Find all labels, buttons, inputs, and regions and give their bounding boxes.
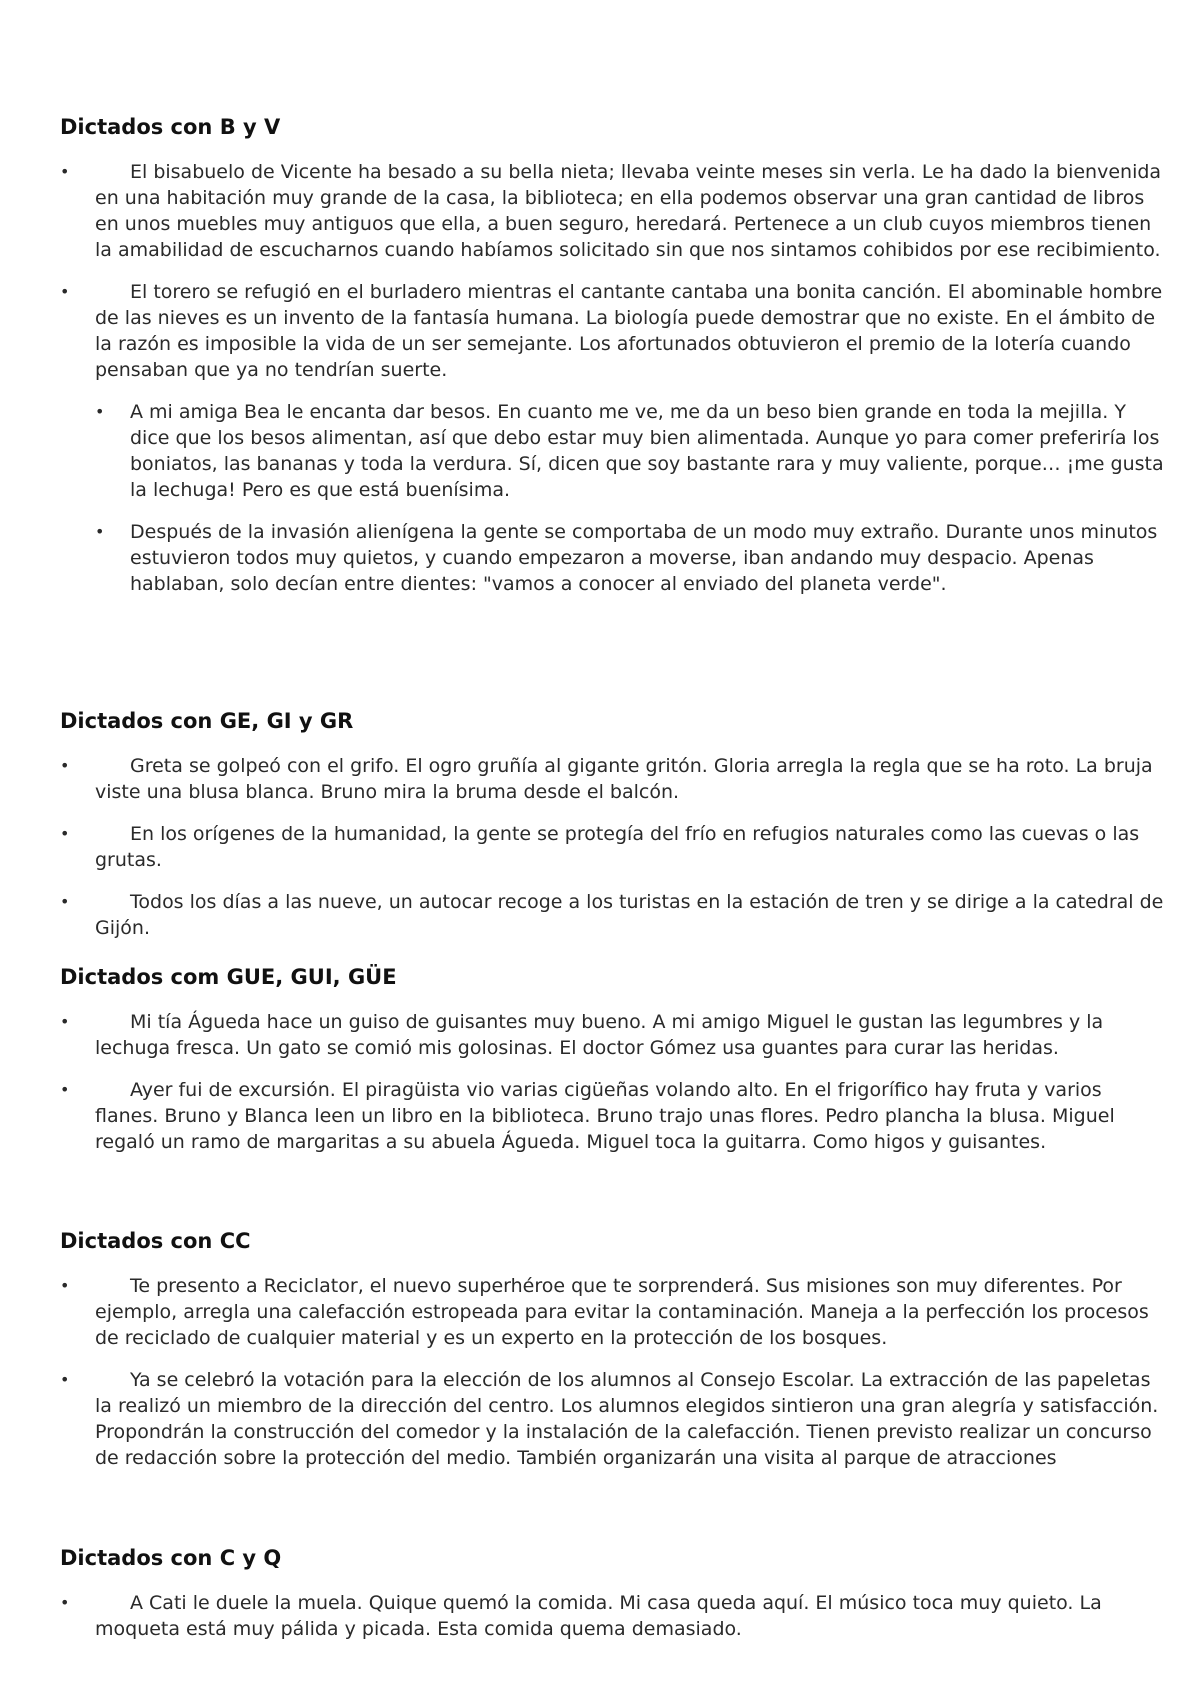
dictation-text: Mi tía Águeda hace un guiso de guisantes muy bueno. A mi amigo Miguel le gustan las legumbres y la lechuga fresca. Un gato se comió mis golosinas. El doctor Gómez usa guantes para curar las heridas. bbox=[95, 1011, 1104, 1059]
bullet-icon: • bbox=[60, 1276, 70, 1295]
dictation-list bbox=[60, 753, 1170, 941]
dictation-text: El bisabuelo de Vicente ha besado a su bella nieta; llevaba veinte meses sin verla. Le ha dado la bienvenida en una habitación muy grande de la casa, la biblioteca; en ella podemos observar una gran cantidad de libros en unos muebles muy antiguos que ella, a buen seguro, heredará. Pertenece a un club cuyos miembros tienen la amabilidad de escucharnos cuando habíamos solicitado sin que nos sintamos cohibidos por ese recibimiento. bbox=[95, 161, 1162, 261]
bullet-icon: • bbox=[95, 402, 105, 421]
dictation-list bbox=[60, 1273, 1170, 1471]
dictation-text: Te presento a Reciclator, el nuevo superhéroe que te sorprenderá. Sus misiones son muy diferentes. Por ejemplo, arregla una calefacción estropeada para evitar la contaminación. Maneja a la perfección los procesos de reciclado de cualquier material y es un experto en la protección de los bosques. bbox=[95, 1275, 1149, 1349]
list-item bbox=[60, 1009, 1170, 1061]
section-cc bbox=[60, 1227, 1170, 1471]
section-heading: Dictados con B y V bbox=[60, 115, 281, 139]
section-heading: Dictados con GE, GI y GR bbox=[60, 709, 354, 733]
dictation-text: A mi amiga Bea le encanta dar besos. En cuanto me ve, me da un beso bien grande en toda la mejilla. Y dice que los besos alimentan, así que debo estar muy bien alimentada. Aunque yo para comer preferiría los boniatos, las bananas y toda la verdura. Sí, dicen que soy bastante rara y muy valiente, porque… ¡me gusta la lechuga! Pero es que está buenísima. bbox=[130, 401, 1164, 501]
list-item bbox=[95, 399, 1170, 503]
bullet-icon: • bbox=[60, 892, 70, 911]
dictation-text: A Cati le duele la muela. Quique quemó la comida. Mi casa queda aquí. El músico toca muy quieto. La moqueta está muy pálida y picada. Esta comida quema demasiado. bbox=[95, 1592, 1102, 1640]
list-item bbox=[60, 159, 1170, 263]
bullet-icon: • bbox=[95, 522, 105, 541]
dictation-text: Ayer fui de excursión. El piragüista vio varias cigüeñas volando alto. En el frigorífico hay fruta y varios flanes. Bruno y Blanca leen un libro en la biblioteca. Bruno trajo unas flores. Pedro plancha la blusa. Miguel regaló un ramo de margaritas a su abuela Águeda. Miguel toca la guitarra. Como higos y guisantes. bbox=[95, 1079, 1115, 1153]
list-item bbox=[60, 889, 1170, 941]
section-heading: Dictados con CC bbox=[60, 1229, 251, 1253]
list-item bbox=[60, 279, 1170, 383]
dictation-list bbox=[60, 1009, 1170, 1155]
bullet-icon: • bbox=[60, 1080, 70, 1099]
section-c-y-q bbox=[60, 1544, 1170, 1642]
bullet-icon: • bbox=[60, 1370, 70, 1389]
list-item bbox=[60, 1590, 1170, 1642]
list-item bbox=[60, 821, 1170, 873]
list-item bbox=[95, 519, 1170, 597]
dictation-list bbox=[60, 1590, 1170, 1642]
bullet-icon: • bbox=[60, 162, 70, 181]
bullet-icon: • bbox=[60, 1593, 70, 1612]
dictation-text: Después de la invasión alienígena la gente se comportaba de un modo muy extraño. Durante unos minutos estuvieron todos muy quietos, y cuando empezaron a moverse, iban andando muy despacio. Apenas hablaban, solo decían entre dientes: "vamos a conocer al enviado del planeta verde". bbox=[130, 521, 1158, 595]
bullet-icon: • bbox=[60, 1012, 70, 1031]
dictation-text: Todos los días a las nueve, un autocar recoge a los turistas en la estación de tren y se dirige a la catedral de Gijón. bbox=[95, 891, 1164, 939]
list-item bbox=[60, 753, 1170, 805]
dictation-text: En los orígenes de la humanidad, la gente se protegía del frío en refugios naturales como las cuevas o las grutas. bbox=[95, 823, 1140, 871]
section-heading: Dictados com GUE, GUI, GÜE bbox=[60, 965, 397, 989]
list-item bbox=[60, 1077, 1170, 1155]
dictation-text: El torero se refugió en el burladero mientras el cantante cantaba una bonita canción. El abominable hombre de las nieves es un invento de la fantasía humana. La biología puede demostrar que no existe. En el ámbito de la razón es imposible la vida de un ser semejante. Los afortunados obtuvieron el premio de la lotería cuando pensaban que ya no tendrían suerte. bbox=[95, 281, 1163, 381]
section-heading: Dictados con C y Q bbox=[60, 1546, 282, 1570]
bullet-icon: • bbox=[60, 756, 70, 775]
bullet-icon: • bbox=[60, 824, 70, 843]
list-item bbox=[60, 1367, 1170, 1471]
bullet-icon: • bbox=[60, 282, 70, 301]
section-gue-gui-gue bbox=[60, 963, 1170, 1155]
list-item bbox=[60, 1273, 1170, 1351]
dictation-list bbox=[60, 159, 1170, 597]
section-ge-gi-gr bbox=[60, 707, 1170, 941]
dictation-text: Ya se celebró la votación para la elección de los alumnos al Consejo Escolar. La extracción de las papeletas la realizó un miembro de la dirección del centro. Los alumnos elegidos sintieron una gran alegría y satisfacción. Propondrán la construcción del comedor y la instalación de la calefacción. Tienen previsto realizar un concurso de redacción sobre la protección del medio. También organizarán una visita al parque de atracciones bbox=[95, 1369, 1159, 1469]
dictation-text: Greta se golpeó con el grifo. El ogro gruñía al gigante gritón. Gloria arregla la regla que se ha roto. La bruja viste una blusa blanca. Bruno mira la bruma desde el balcón. bbox=[95, 755, 1153, 803]
section-b-y-v bbox=[60, 113, 1170, 597]
